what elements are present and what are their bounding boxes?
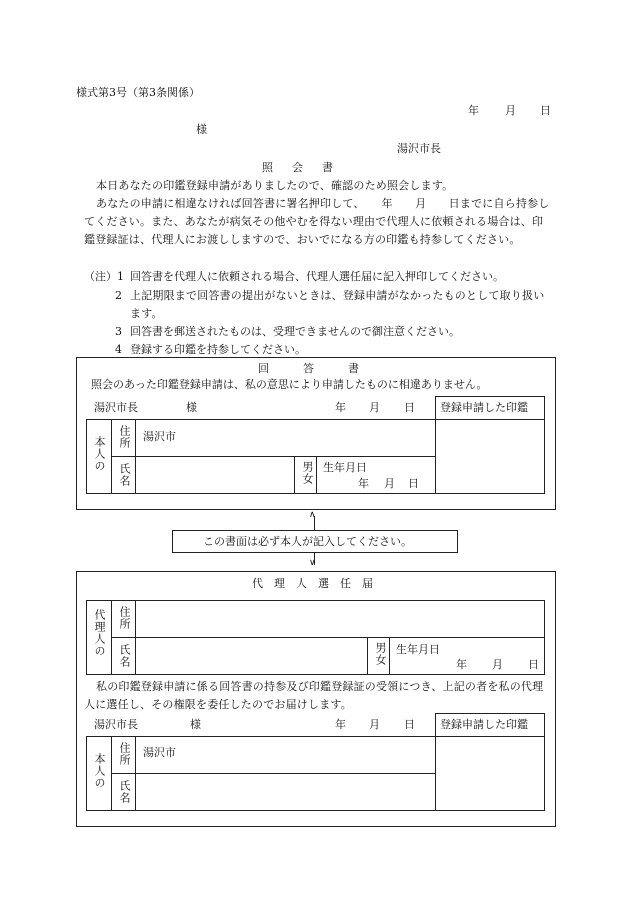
reply-day: 日 (404, 401, 415, 414)
divider (111, 773, 436, 774)
note-2: 上記期限まで回答書の提出がないときは、登録申請がなかったものとして取り扱います。 (130, 289, 545, 320)
reply-address-label: 住所 (118, 425, 131, 449)
reply-birth-year: 年 (358, 477, 369, 490)
agent-title: 代 理 人 選 任 届 (252, 577, 373, 590)
reply-sama: 様 (186, 401, 197, 414)
agent-birth-label: 生年月日 (396, 643, 440, 656)
reply-birth-day: 日 (408, 477, 419, 490)
arrow-up-icon: ∧ (309, 510, 316, 520)
agent-month: 月 (369, 718, 380, 731)
page-title: 照 会 書 (262, 161, 337, 174)
agent-label: 代理人の (93, 609, 106, 657)
agent-birth-day: 日 (528, 658, 539, 671)
agent-address-label-2: 住所 (118, 742, 131, 766)
agent-seal-divider (435, 736, 545, 737)
note-label: （注）1 (84, 270, 124, 283)
agent-day: 日 (404, 718, 415, 731)
note-4-num: 4 (115, 343, 122, 356)
reply-birth-label: 生年月日 (323, 461, 367, 474)
agent-address-value[interactable]: 湯沢市 (143, 746, 176, 759)
agent-year: 年 (335, 718, 346, 731)
reply-mayor: 湯沢市長 (94, 401, 138, 414)
agent-name-label-2: 氏名 (118, 780, 131, 804)
reply-month: 月 (369, 401, 380, 414)
divider (111, 456, 436, 457)
note-1: 回答書を代理人に依頼される場合、代理人選任届に記入押印してください。 (130, 270, 504, 283)
divider (389, 637, 390, 675)
arrow-down-icon: ∨ (309, 558, 316, 568)
agent-sama: 様 (190, 718, 201, 731)
agent-honnin-label: 本人の (93, 753, 106, 789)
agent-name-label: 氏名 (118, 644, 131, 668)
reply-title: 回 答 書 (258, 362, 363, 375)
note-4: 登録する印鑑を持参してください。 (130, 343, 306, 356)
divider (294, 456, 295, 494)
agent-sex-label: 男女 (374, 642, 387, 666)
agent-birth-month: 月 (492, 658, 503, 671)
reply-address-value[interactable]: 湯沢市 (143, 430, 176, 443)
divider (111, 637, 545, 638)
agent-birth-year: 年 (456, 658, 467, 671)
reply-name-label: 氏名 (118, 463, 131, 487)
reply-seal-label: 登録申請した印鑑 (440, 401, 528, 414)
date-year: 年 (468, 104, 479, 117)
reply-sex-label: 男女 (301, 461, 314, 485)
note-3: 回答書を郵送されたものは、受理できませんので御注意ください。 (130, 325, 460, 338)
date-month: 月 (505, 104, 516, 117)
agent-seal-label: 登録申請した印鑑 (440, 718, 528, 731)
notice-text: この書面は必ず本人が記入してください。 (203, 535, 412, 548)
form-number: 様式第3号（第3条関係） (76, 86, 200, 99)
reply-statement: 照会のあった印鑑登録申請は、私の意思により申請したものに相違ありません。 (91, 378, 488, 391)
agent-address-label: 住所 (118, 606, 131, 630)
reply-seal-divider (435, 419, 545, 420)
note-2-num: 2 (115, 289, 122, 302)
reply-year: 年 (335, 401, 346, 414)
reply-birth-month: 月 (384, 477, 395, 490)
reply-honnin-label: 本人の (93, 436, 106, 472)
issuer: 湯沢市長 (397, 142, 441, 155)
addressee-sama: 様 (196, 123, 207, 136)
agent-statement: 私の印鑑登録申請に係る回答書の持参及び印鑑登録証の受領につき、上記の者を私の代理人に選任し、その権限を委任したのでお届けします。 (84, 680, 544, 711)
body-paragraph-2: あなたの申請に相違なければ回答書に署名押印して、 年 月 日までに自ら持参してください。また、あなたが病気その他やむを得ない理由で代理人に依頼される場合は、印鑑登録証は、代理人にお渡ししますので、おいでになる方の印鑑も持参してください。 (84, 197, 550, 246)
agent-mayor: 湯沢市長 (94, 718, 138, 731)
body-paragraph-1: 本日あなたの印鑑登録申請がありましたので、確認のため照会します。 (96, 179, 454, 192)
divider (367, 637, 368, 675)
divider (316, 456, 317, 494)
date-day: 日 (540, 104, 551, 117)
note-3-num: 3 (115, 325, 122, 338)
